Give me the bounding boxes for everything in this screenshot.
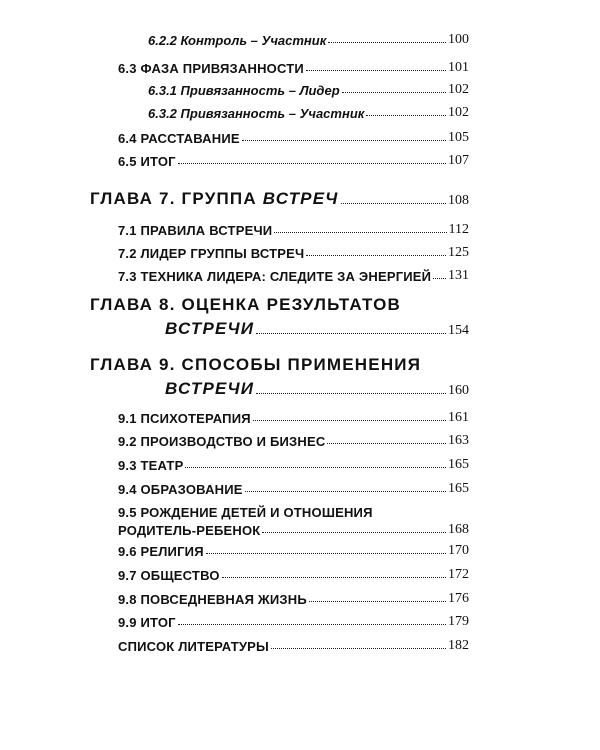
toc-chapter-title (90, 189, 339, 209)
toc-entry-label: 6.3.1 Привязанность – Лидер (148, 83, 340, 98)
dot-leader (245, 491, 446, 492)
dot-leader (328, 42, 446, 43)
toc-chapter-9-title: ГЛАВА 9. СПОСОБЫ ПРИМЕНЕНИЯ (90, 355, 422, 374)
dot-leader (178, 624, 446, 625)
toc-entry-label: 9.7 ОБЩЕСТВО (118, 568, 220, 583)
chapter-title-text: ГЛАВА 7. ГРУППА (90, 189, 263, 208)
toc-entry-page: 182 (448, 638, 469, 653)
dot-leader (178, 163, 446, 164)
toc-chapter-9 (165, 379, 469, 399)
toc-entry-page: 160 (448, 383, 469, 398)
dot-leader (366, 115, 446, 116)
toc-entry-page: 168 (448, 522, 469, 537)
toc-entry-page: 161 (448, 410, 469, 425)
chapter-title-emphasis: ВСТРЕЧ (262, 189, 339, 208)
dot-leader (242, 140, 446, 141)
toc-entry-page: 165 (448, 457, 469, 472)
dot-leader (222, 577, 446, 578)
toc-entry-9-6 (118, 543, 469, 559)
toc-entry-6-4 (118, 130, 469, 146)
toc-entry-page: 102 (448, 105, 469, 120)
toc-entry-label: 7.1 ПРАВИЛА ВСТРЕЧИ (118, 223, 273, 238)
toc-entry-7-3 (118, 268, 469, 284)
toc-entry-page: 107 (448, 153, 469, 168)
dot-leader (309, 601, 446, 602)
toc-entry-label: 9.6 РЕЛИГИЯ (118, 544, 204, 559)
toc-entry-9-5-title: 9.5 РОЖДЕНИЕ ДЕТЕЙ И ОТНОШЕНИЯ (118, 505, 373, 520)
toc-entry-9-2 (118, 433, 469, 449)
dot-leader (206, 553, 446, 554)
toc-entry-6-5 (118, 153, 469, 169)
toc-entry-page: 108 (448, 193, 469, 208)
toc-entry-page: 176 (448, 591, 469, 606)
chapter-title-emphasis: ВСТРЕЧИ (165, 319, 255, 338)
toc-chapter-8-title: ГЛАВА 8. ОЦЕНКА РЕЗУЛЬТАТОВ (90, 295, 402, 314)
toc-entry-label: 9.3 ТЕАТР (118, 458, 184, 473)
toc-entry-9-4 (118, 481, 469, 497)
dot-leader (185, 467, 446, 468)
toc-entry-page: 125 (448, 245, 469, 260)
toc-entry-page: 112 (448, 222, 469, 237)
dot-leader (253, 420, 446, 421)
dot-leader (256, 393, 446, 394)
toc-entry-label: 6.2.2 Контроль – Участник (148, 33, 327, 48)
dot-leader (306, 255, 446, 256)
toc-entry-page: 172 (448, 567, 469, 582)
toc-entry-page: 105 (448, 130, 469, 145)
toc-entry-label: 9.4 ОБРАЗОВАНИЕ (118, 482, 243, 497)
toc-entry-9-1 (118, 410, 469, 426)
toc-entry-9-8 (118, 591, 469, 607)
dot-leader (271, 648, 446, 649)
toc-entry-6-3 (118, 60, 469, 76)
toc-entry-9-9 (118, 614, 469, 630)
toc-entry-page: 163 (448, 433, 469, 448)
toc-entry-page: 165 (448, 481, 469, 496)
toc-entry-6-2-2 (148, 32, 469, 48)
toc-entry-page: 154 (448, 323, 469, 338)
toc-entry-label: 6.3 ФАЗА ПРИВЯЗАННОСТИ (118, 61, 304, 76)
toc-entry-label: 9.9 ИТОГ (118, 615, 176, 630)
toc-entry-bibliography (118, 638, 469, 654)
toc-entry-page: 131 (448, 268, 469, 283)
toc-entry-6-3-2 (148, 105, 469, 121)
toc-entry-label: 9.8 ПОВСЕДНЕВНАЯ ЖИЗНЬ (118, 592, 307, 607)
dot-leader (262, 532, 446, 533)
toc-entry-label: 7.3 ТЕХНИКА ЛИДЕРА: СЛЕДИТЕ ЗА ЭНЕРГИЕЙ (118, 269, 432, 284)
dot-leader (306, 70, 446, 71)
toc-entry-9-7 (118, 567, 469, 583)
toc-entry-9-3 (118, 457, 469, 473)
toc-entry-page: 102 (448, 82, 469, 97)
toc-entry-7-1 (118, 222, 469, 238)
chapter-title-emphasis: ВСТРЕЧИ (165, 379, 255, 398)
toc-entry-label: 7.2 ЛИДЕР ГРУППЫ ВСТРЕЧ (118, 246, 305, 261)
toc-chapter-8 (165, 319, 469, 339)
toc-entry-label: 6.4 РАССТАВАНИЕ (118, 131, 240, 146)
toc-entry-label: СПИСОК ЛИТЕРАТУРЫ (118, 639, 269, 654)
toc-entry-label: РОДИТЕЛЬ-РЕБЕНОК (118, 523, 261, 538)
dot-leader (274, 232, 446, 233)
dot-leader (433, 278, 446, 279)
dot-leader (341, 203, 447, 204)
toc-chapter-7 (90, 189, 469, 209)
toc-entry-9-5 (118, 522, 469, 538)
toc-entry-page: 101 (448, 60, 469, 75)
toc-entry-label: 6.3.2 Привязанность – Участник (148, 106, 365, 121)
toc-entry-page: 170 (448, 543, 469, 558)
toc-entry-7-2 (118, 245, 469, 261)
toc-entry-6-3-1 (148, 82, 469, 98)
dot-leader (342, 92, 446, 93)
dot-leader (327, 443, 446, 444)
dot-leader (256, 333, 446, 334)
toc-entry-label: 9.2 ПРОИЗВОДСТВО И БИЗНЕС (118, 434, 326, 449)
toc-entry-label: 6.5 ИТОГ (118, 154, 176, 169)
toc-entry-page: 179 (448, 614, 469, 629)
toc-entry-label: 9.1 ПСИХОТЕРАПИЯ (118, 411, 251, 426)
toc-entry-page: 100 (448, 32, 469, 47)
